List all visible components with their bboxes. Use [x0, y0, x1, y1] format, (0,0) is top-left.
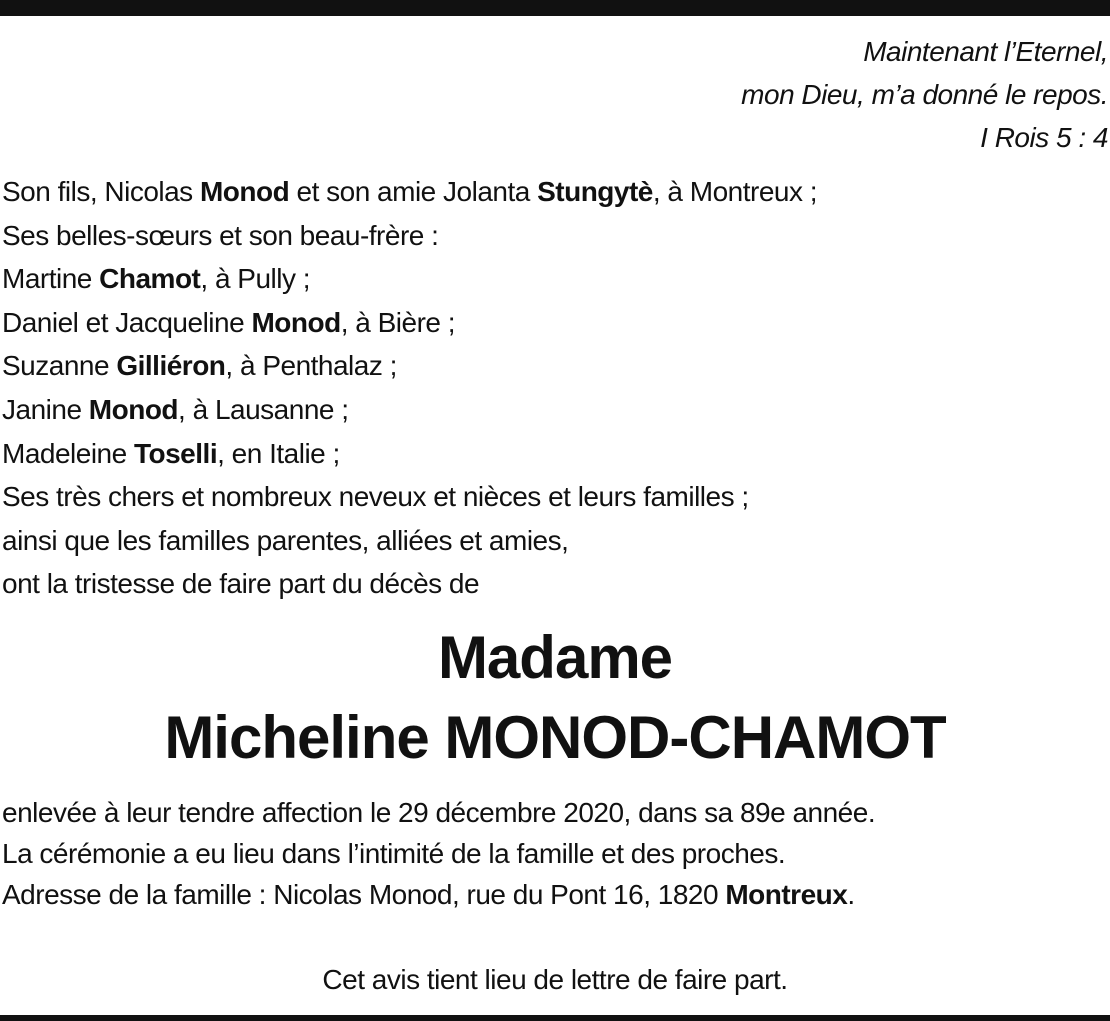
- top-rule: [0, 0, 1110, 16]
- member-place: , en Italie ;: [217, 437, 340, 469]
- member-first: Madeleine: [2, 437, 134, 469]
- member-place: , à Penthalaz ;: [225, 350, 397, 382]
- son-place: , à Montreux ;: [652, 176, 818, 207]
- nephews-line: Ses très chers et nombreux neveux et nièces et leurs familles ;: [2, 481, 749, 513]
- partner-surname: Stungytè: [537, 176, 653, 207]
- member-surname: Chamot: [99, 263, 201, 295]
- family-member: [2, 432, 817, 476]
- announcement-line: ont la tristesse de faire part du décès de: [2, 568, 480, 600]
- son-line: [2, 170, 817, 214]
- member-place: , à Lausanne ;: [178, 393, 349, 425]
- relatives-line: ainsi que les familles parentes, alliées et amies,: [2, 524, 569, 556]
- address-end: .: [847, 879, 855, 910]
- bible-verse: [741, 30, 1108, 159]
- family-member: [2, 388, 817, 432]
- family-member: [2, 257, 817, 301]
- address-line: [2, 874, 875, 915]
- ceremony-line: La cérémonie a eu lieu dans l’intimité de la famille et des proches.: [2, 838, 786, 869]
- member-first: Martine: [2, 263, 100, 295]
- family-list: [2, 170, 817, 606]
- passing-line: enlevée à leur tendre affection le 29 décembre 2020, dans sa 89e année.: [2, 797, 876, 828]
- member-place: , à Bière ;: [340, 306, 456, 338]
- address-text: Adresse de la famille : Nicolas Monod, rue du Pont 16, 1820: [2, 879, 726, 910]
- verse-line-1: Maintenant l’Eternel,: [863, 36, 1108, 67]
- member-surname: Gilliéron: [116, 350, 226, 382]
- verse-line-2: mon Dieu, m’a donné le repos.: [741, 79, 1108, 110]
- member-first: Daniel et Jacqueline: [2, 306, 252, 338]
- family-member: [2, 301, 817, 345]
- family-member: [2, 344, 817, 388]
- deceased-name-block: [0, 618, 1110, 778]
- son-text-2: et son amie Jolanta: [289, 176, 538, 207]
- member-surname: Toselli: [133, 437, 218, 469]
- deceased-name: Micheline MONOD-CHAMOT: [164, 704, 946, 771]
- member-first: Janine: [2, 393, 89, 425]
- member-place: , à Pully ;: [200, 263, 311, 295]
- son-text-1: Son fils, Nicolas: [2, 176, 200, 207]
- member-first: Suzanne: [2, 350, 117, 382]
- son-surname: Monod: [199, 176, 290, 207]
- deceased-title: Madame: [437, 624, 673, 691]
- verse-reference: I Rois 5 : 4: [980, 122, 1108, 153]
- member-surname: Monod: [88, 393, 179, 425]
- address-city: Montreux: [725, 879, 848, 910]
- bottom-rule: [0, 1015, 1110, 1021]
- in-laws-intro: Ses belles-sœurs et son beau-frère :: [2, 219, 439, 251]
- details-block: [2, 792, 875, 915]
- footer-note: Cet avis tient lieu de lettre de faire part.: [322, 964, 788, 995]
- member-surname: Monod: [251, 306, 341, 338]
